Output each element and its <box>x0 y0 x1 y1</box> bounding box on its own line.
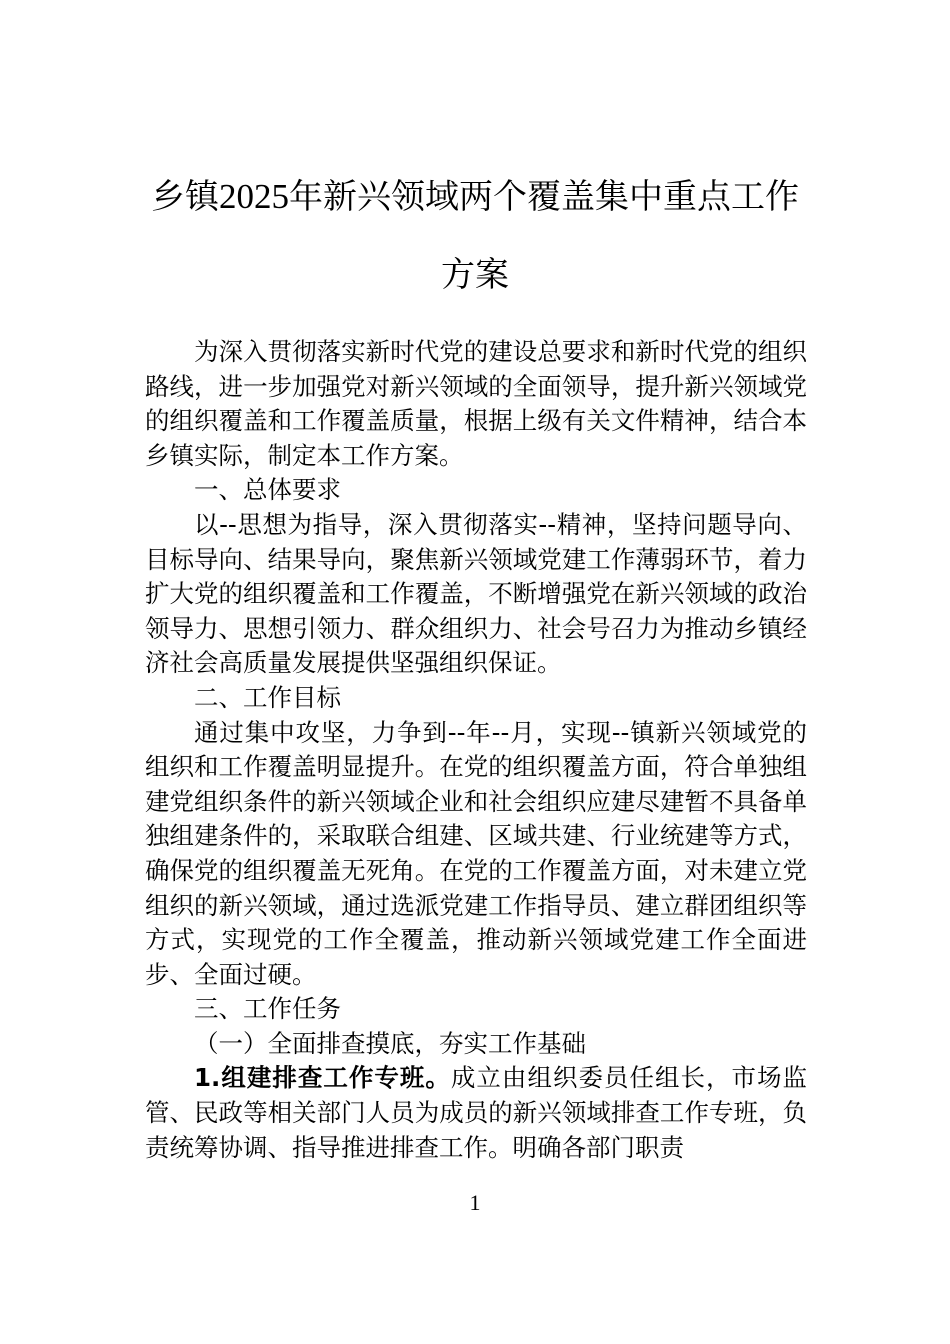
section-heading-3: 三、工作任务 <box>194 994 341 1024</box>
document-body <box>145 335 807 1165</box>
intro-paragraph: 为深入贯彻落实新时代党的建设总要求和新时代党的组织路线，进一步加强党对新兴领域的全面领导，提升新兴领域党的组织覆盖和工作覆盖质量，根据上级有关文件精神，结合本乡镇实际，制定本工作方案。 <box>145 337 807 470</box>
subsection-heading-1: （一）全面排查摸底，夯实工作基础 <box>194 1028 586 1058</box>
item-1-paragraph <box>145 1061 807 1165</box>
title-year: 2025 <box>219 177 289 216</box>
page-number: 1 <box>469 1190 481 1215</box>
item-1-text: 成立由组织委员任组长，市场监管、民政等相关部门人员为成员的新兴领域排查工作专班，负责统筹协调、指导推进排查工作。明确各部门职责 <box>145 1063 807 1162</box>
section-1-paragraph: 以--思想为指导，深入贯彻落实--精神，坚持问题导向、目标导向、结果导向，聚焦新兴领域党建工作薄弱环节，着力扩大党的组织覆盖和工作覆盖，不断增强党在新兴领域的政治领导力、思想引领力、群众组织力、社会号召力为推动乡镇经济社会高质量发展提供坚强组织保证。 <box>145 509 807 678</box>
title-part1: 乡镇 <box>151 177 219 217</box>
item-1-heading: 1.组建排查工作专班。 <box>194 1063 451 1093</box>
section-heading-2: 二、工作目标 <box>194 682 341 712</box>
section-heading-1: 一、总体要求 <box>194 475 341 505</box>
title-part2: 年新兴领域两个覆盖集中重点工作方案 <box>289 177 799 295</box>
section-2-paragraph: 通过集中攻坚，力争到--年--月，实现--镇新兴领域党的组织和工作覆盖明显提升。在党的组织覆盖方面，符合单独组建党组织条件的新兴领域企业和社会组织应建尽建暂不具备单独组建条件的，采取联合组建、区域共建、行业统建等方式，确保党的组织覆盖无死角。在党的工作覆盖方面，对未建立党组织的新兴领域，通过选派党建工作指导员、建立群团组织等方式，实现党的工作全覆盖，推动新兴领域党建工作全面进步、全面过硬。 <box>145 717 807 989</box>
page-title <box>145 158 805 314</box>
